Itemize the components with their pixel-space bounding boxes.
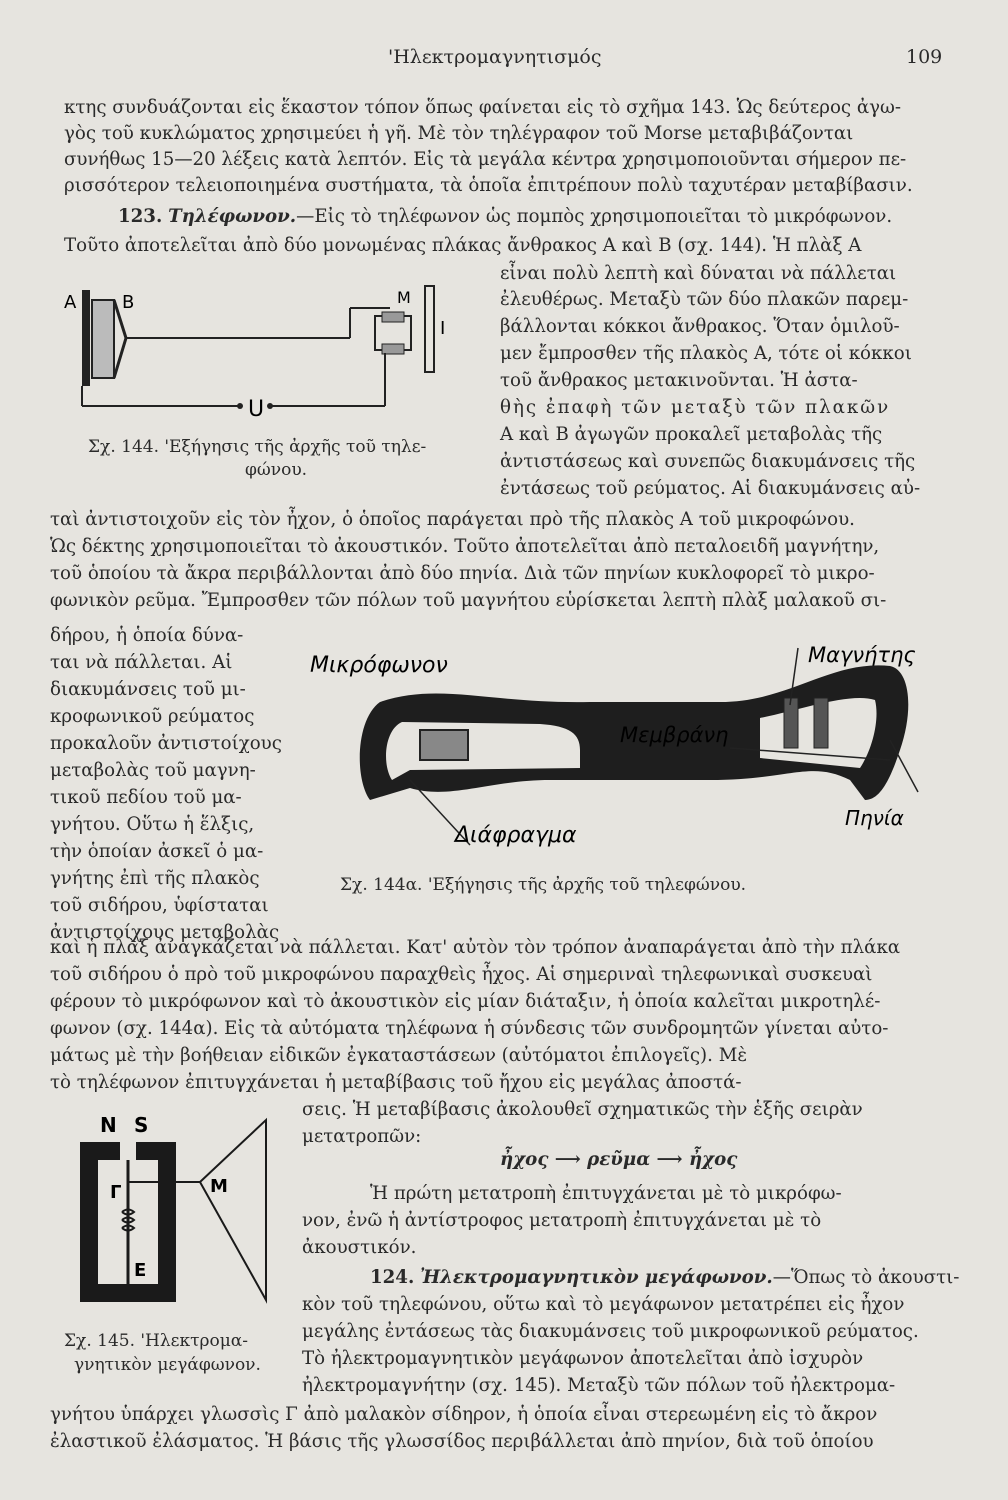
figure-144-microphone-circuit xyxy=(60,278,480,428)
text-line: φέρουν τὸ μικρόφωνον καὶ τὸ ἀκουστικὸν εἰς μίαν διάταξιν, ἡ ὁποία καλεῖται μικροτηλέ- xyxy=(50,991,881,1012)
text-line: βάλλονται κόκκοι ἄνθρακος. Ὅταν ὁμιλοῦ- xyxy=(500,316,900,337)
label-coils: Πηνία xyxy=(845,806,904,830)
label-microphone: Μικρόφωνον xyxy=(310,653,448,678)
coil-icon xyxy=(784,698,798,748)
text-line: καὶ ἡ πλὰξ ἀναγκάζεται νὰ πάλλεται. Κατ' αὐτὸν τὸν τρόπον ἀναπαράγεται ἀπὸ τὴν πλάκα xyxy=(50,937,901,958)
text-line: ἠλεκτρομαγνήτην (σχ. 145). Μεταξὺ τῶν πόλων τοῦ ἠλεκτρομα- xyxy=(302,1375,896,1396)
figure-144-caption: Σχ. 144. 'Εξήγησις τῆς ἀρχῆς τοῦ τηλε- xyxy=(88,437,427,457)
text-line: ται νὰ πάλλεται. Αἱ xyxy=(50,652,233,673)
figure-145-caption-cont: γνητικὸν μεγάφωνον. xyxy=(74,1355,261,1375)
label-i: I xyxy=(440,318,446,339)
text-line: συνήθως 15—20 λέξεις κατὰ λεπτόν. Εἰς τὰ μεγάλα κέντρα χρησιμοποιοῦνται σήμερον πε- xyxy=(64,149,907,170)
text-line: —Ὅπως τὸ ἀκουστι- xyxy=(772,1267,960,1288)
coil-icon xyxy=(814,698,828,748)
label-gamma: Γ xyxy=(110,1182,122,1203)
text-line: μεν ἔμπροσθεν τῆς πλακὸς Α, τότε οἱ κόκκοι xyxy=(500,343,912,364)
label-e: E xyxy=(134,1260,147,1281)
label-magnet: Μαγνήτης xyxy=(808,643,916,667)
text-line: Ἡ πρώτη μετατροπὴ ἐπιτυγχάνεται μὲ τὸ μικρόφω- xyxy=(370,1183,842,1204)
label-diaphragm: Διάφραγμα xyxy=(455,823,577,848)
plate-a-icon xyxy=(82,290,90,386)
text-line: ἐλαστικοῦ ἐλάσματος. Ἡ βάσις τῆς γλωσσίδος περιβάλλεται ἀπὸ πηνίον, διὰ τοῦ ὁποίου xyxy=(50,1431,874,1452)
label-n: N xyxy=(100,1113,117,1137)
text-line: ἐλευθέρως. Μεταξὺ τῶν δύο πλακῶν παρεμ- xyxy=(500,289,909,310)
label-m: M xyxy=(210,1176,228,1197)
text-line: προκαλοῦν ἀντιστοίχους xyxy=(50,733,282,754)
section-heading-124 xyxy=(370,1266,959,1290)
label-s: S xyxy=(134,1113,149,1137)
section-title: Τηλέφωνον. xyxy=(168,206,297,227)
section-number: 124. xyxy=(370,1267,415,1288)
text-line: Ὡς δέκτης χρησιμοποιεῖται τὸ ἀκουστικόν. Τοῦτο ἀποτελεῖται ἀπὸ πεταλοειδῆ μαγνήτην, xyxy=(50,536,880,557)
text-line: ἀκουστικόν. xyxy=(302,1237,417,1258)
text-line: Τοῦτο ἀποτελεῖται ἀπὸ δύο μονωμένας πλάκας ἄνθρακος Α καὶ Β (σχ. 144). Ἡ πλὰξ Α xyxy=(64,235,862,256)
label-u: U xyxy=(248,397,265,422)
figure-144a-handset xyxy=(290,630,955,865)
text-line: τικοῦ πεδίου τοῦ μα- xyxy=(50,787,242,808)
text-line: ἀντιστοίχους μεταβολὰς xyxy=(50,922,280,943)
section-title: Ἠλεκτρομαγνητικὸν μεγάφωνον. xyxy=(420,1267,773,1288)
page-number: 109 xyxy=(906,46,943,68)
cone-icon xyxy=(200,1120,266,1300)
text-line: φωνικὸν ρεῦμα. Ἔμπροσθεν τῶν πόλων τοῦ μαγνήτου εὑρίσκεται λεπτὴ πλὰξ μαλακοῦ σι- xyxy=(50,590,887,611)
text-line: φωνον (σχ. 144α). Εἰς τὰ αὐτόματα τηλέφωνα ἡ σύνδεσις τῶν συνδρομητῶν γίνεται αὐτο- xyxy=(50,1018,889,1039)
text-line: τὴν ὁποίαν ἀσκεῖ ὁ μα- xyxy=(50,841,264,862)
label-m: M xyxy=(397,288,411,307)
text-line: σεις. Ἡ μεταβίβασις ἀκολουθεῖ σχηματικῶς τὴν ἑξῆς σειρὰν xyxy=(302,1099,863,1120)
running-title: 'Ηλεκτρομαγνητισμός xyxy=(388,46,602,68)
section-heading-123 xyxy=(118,205,892,229)
text-line: γνήτης ἐπὶ τῆς πλακὸς xyxy=(50,868,260,889)
figure-145-caption: Σχ. 145. 'Ηλεκτρομα- xyxy=(64,1331,248,1351)
text-line: ἀντιστάσεως καὶ συνεπῶς διακυμάνσεις τῆς xyxy=(500,451,916,472)
section-number: 123. xyxy=(118,206,163,227)
text-line: μάτως μὲ τὴν βοήθειαν εἰδικῶν ἐγκαταστάσεων (αὐτόματοι ἐπιλογεῖς). Μὲ xyxy=(50,1045,748,1066)
text-line: τοῦ σιδήρου, ὑφίσταται xyxy=(50,895,269,916)
text-line: διακυμάνσεις τοῦ μι- xyxy=(50,679,246,700)
text-line: μετατροπῶν: xyxy=(302,1126,422,1147)
text-line: τοῦ ἄνθρακος μετακινοῦνται. Ἡ ἀστα- xyxy=(500,370,858,391)
figure-144-caption-cont: φώνου. xyxy=(245,460,308,480)
text-line: γνήτου ὑπάρχει γλωσσὶς Γ ἀπὸ μαλακὸν σίδηρον, ἡ ὁποία εἶναι στερεωμένη εἰς τὸ ἄκρον xyxy=(50,1404,878,1425)
label-a: A xyxy=(64,292,77,313)
conversion-formula: ἦχος ⟶ ρεῦμα ⟶ ἦχος xyxy=(500,1149,738,1170)
text-line: δήρου, ἡ ὁποία δύνα- xyxy=(50,625,244,646)
text-line: θὴς ἐπαφὴ τῶν μεταξὺ τῶν πλακῶν xyxy=(500,397,891,418)
text-line: τοῦ σιδήρου ὁ πρὸ τοῦ μικροφώνου παραχθεὶς ἦχος. Αἱ σημεριναὶ τηλεφωνικαὶ συσκευαὶ xyxy=(50,964,873,985)
figure-144a-caption: Σχ. 144α. 'Εξήγησις τῆς ἀρχῆς τοῦ τηλεφώνου. xyxy=(340,875,747,895)
text-line: —Εἰς τὸ τηλέφωνον ὡς πομπὸς χρησιμοποιεῖται τὸ μικρόφωνον. xyxy=(296,206,893,227)
label-membrane: Μεμβράνη xyxy=(620,723,729,747)
text-line: εἶναι πολὺ λεπτὴ καὶ δύναται νὰ πάλλεται xyxy=(500,263,897,284)
receiver-plate-icon xyxy=(425,286,434,372)
text-line: τὸ τηλέφωνον ἐπιτυγχάνεται ἡ μεταβίβασις τοῦ ἤχου εἰς μεγάλας ἀποστά- xyxy=(50,1072,742,1093)
text-line: γνήτου. Οὕτω ἡ ἕλξις, xyxy=(50,814,255,835)
text-line: Τὸ ἠλεκτρομαγνητικὸν μεγάφωνον ἀποτελεῖται ἀπὸ ἰσχυρὸν xyxy=(302,1348,864,1369)
carbon-granules-icon xyxy=(92,300,114,378)
text-line: μεταβολὰς τοῦ μαγνη- xyxy=(50,760,256,781)
label-b: B xyxy=(122,292,135,313)
text-line: γὸς τοῦ κυκλώματος χρησιμεύει ἡ γῆ. Μὲ τὸν τηλέγραφον τοῦ Morse μεταβιβάζονται xyxy=(64,123,854,144)
text-line: νον, ἐνῶ ἡ ἀντίστροφος μετατροπὴ ἐπιτυγχάνεται μὲ τὸ xyxy=(302,1210,822,1231)
text-line: κὸν τοῦ τηλεφώνου, οὕτω καὶ τὸ μεγάφωνον μετατρέπει εἰς ἦχον xyxy=(302,1294,905,1315)
text-line: μεγάλης ἐντάσεως τὰς διακυμάνσεις τοῦ μικροφωνικοῦ ρεύματος. xyxy=(302,1321,919,1342)
text-line: ἐντάσεως τοῦ ρεύματος. Αἱ διακυμάνσεις αὐ- xyxy=(500,478,921,499)
text-line: κτης συνδυάζονται εἰς ἕκαστον τόπον ὅπως φαίνεται εἰς τὸ σχῆμα 143. Ὡς δεύτερος ἀγω- xyxy=(64,97,902,118)
text-line: κροφωνικοῦ ρεύματος xyxy=(50,706,255,727)
figure-145-loudspeaker xyxy=(70,1112,285,1317)
text-line: Α καὶ Β ἀγωγῶν προκαλεῖ μεταβολὰς τῆς xyxy=(500,424,883,445)
page-header xyxy=(0,44,1008,78)
text-line: ταὶ ἀντιστοιχοῦν εἰς τὸν ἦχον, ὁ ὁποῖος παράγεται πρὸ τῆς πλακὸς Α τοῦ μικροφώνου. xyxy=(50,509,855,530)
text-line: ρισσότερον τελειοποιημένα συστήματα, τὰ ὁποῖα ἐπιτρέπουν πολὺ ταχυτέραν μεταβίβασιν. xyxy=(64,175,913,196)
text-line: τοῦ ὁποίου τὰ ἄκρα περιβάλλονται ἀπὸ δύο πηνία. Διὰ τῶν πηνίων κυκλοφορεῖ τὸ μικρο- xyxy=(50,563,875,584)
